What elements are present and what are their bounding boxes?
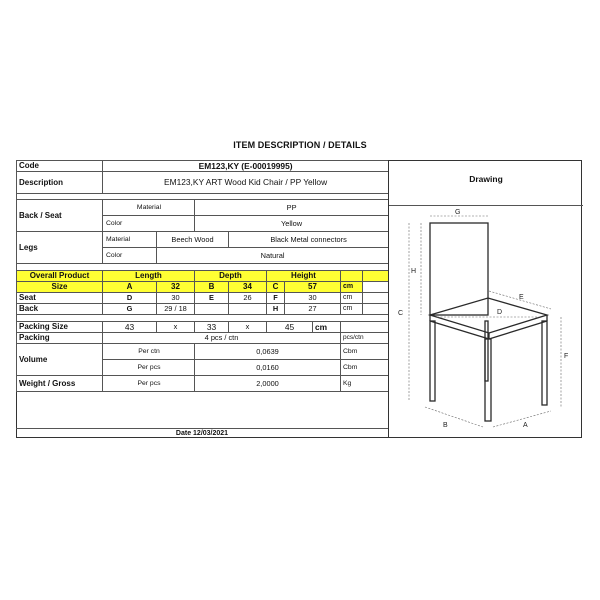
- volume-per-ctn-row: [17, 344, 389, 360]
- c-letter: C: [267, 282, 285, 293]
- depth-header: Depth: [195, 271, 267, 282]
- legs-material-value-2: Black Metal connectors: [229, 232, 389, 248]
- volume-label: Volume: [17, 344, 103, 376]
- seat-label: Seat: [17, 293, 103, 304]
- legs-color-value: Natural: [157, 248, 389, 264]
- leg-left: [430, 321, 435, 401]
- description-value: EM123,KY ART Wood Kid Chair / PP Yellow: [103, 172, 389, 194]
- seat-unit: cm: [341, 293, 363, 304]
- dim-label-g: G: [455, 209, 461, 216]
- dim-label-e: E: [519, 294, 524, 301]
- packing-label: Packing: [17, 333, 103, 344]
- packing-height: 45: [267, 322, 313, 333]
- weight-unit: Kg: [341, 376, 389, 392]
- dim-label-f: F: [564, 353, 569, 360]
- back-seat-color-label: Color: [103, 216, 195, 232]
- page-title: ITEM DESCRIPTION / DETAILS: [233, 140, 367, 150]
- dim-label-b: B: [443, 422, 448, 429]
- description-row: [17, 172, 389, 194]
- a-letter: A: [103, 282, 157, 293]
- d-letter: D: [103, 293, 157, 304]
- b-value: 34: [229, 282, 267, 293]
- legs-material-row: [17, 232, 389, 248]
- packing-length: 43: [103, 322, 157, 333]
- dim-label-c: C: [398, 310, 404, 317]
- volume-per-pcs-unit: Cbm: [341, 360, 389, 376]
- packing-size-unit: cm: [313, 322, 341, 333]
- dim-label-d: D: [497, 309, 503, 316]
- back-seat-material-value: PP: [195, 200, 389, 216]
- f-value: 30: [285, 293, 341, 304]
- size-unit: cm: [341, 282, 363, 293]
- leg-back: [485, 321, 488, 381]
- size-label: Size: [17, 282, 103, 293]
- volume-per-pcs-value: 0,0160: [195, 360, 341, 376]
- back-seat-material-label: Material: [103, 200, 195, 216]
- packing-x-1: x: [157, 322, 195, 333]
- overall-size-header-row: [17, 271, 389, 282]
- date-footer: Date 12/03/2021: [16, 428, 388, 439]
- description-label: Description: [17, 172, 103, 194]
- volume-per-ctn-label: Per ctn: [103, 344, 195, 360]
- packing-width: 33: [195, 322, 229, 333]
- e-letter: E: [195, 293, 229, 304]
- h-letter: H: [267, 304, 285, 315]
- back-unit: cm: [341, 304, 363, 315]
- a-value: 32: [157, 282, 195, 293]
- spacer-row: [17, 264, 389, 271]
- leg-right: [542, 321, 547, 405]
- c-value: 57: [285, 282, 341, 293]
- drawing-panel: [388, 160, 582, 438]
- g-value: 29 / 18: [157, 304, 195, 315]
- code-value: EM123,KY (E-00019995): [103, 161, 389, 172]
- code-row: [17, 161, 389, 172]
- packing-row: [17, 333, 389, 344]
- length-header: Length: [103, 271, 195, 282]
- spacer-row: [17, 315, 389, 322]
- dim-label-a: A: [523, 422, 528, 429]
- back-seat-color-value: Yellow: [195, 216, 389, 232]
- chair-drawing: [389, 205, 583, 437]
- weight-value: 2,0000: [195, 376, 341, 392]
- back-seat-material-row: [17, 200, 389, 216]
- packing-unit: pcs/ctn: [341, 333, 389, 344]
- height-header: Height: [267, 271, 341, 282]
- legs-color-label: Color: [103, 248, 157, 264]
- packing-size-row: [17, 322, 389, 333]
- packing-x-2: x: [229, 322, 267, 333]
- packing-size-label: Packing Size: [17, 322, 103, 333]
- weight-label: Weight / Gross: [17, 376, 103, 392]
- back-label: Back: [17, 304, 103, 315]
- overall-size-values-row: [17, 282, 389, 293]
- drawing-title: Drawing: [469, 174, 503, 184]
- volume-per-ctn-value: 0,0639: [195, 344, 341, 360]
- back-row: [17, 304, 389, 315]
- volume-per-ctn-unit: Cbm: [341, 344, 389, 360]
- seat-row: [17, 293, 389, 304]
- b-letter: B: [195, 282, 229, 293]
- dim-label-h: H: [411, 268, 417, 275]
- weight-per-label: Per pcs: [103, 376, 195, 392]
- d-value: 30: [157, 293, 195, 304]
- spec-table: [16, 160, 389, 392]
- h-value: 27: [285, 304, 341, 315]
- g-letter: G: [103, 304, 157, 315]
- overall-product-label: Overall Product: [17, 271, 103, 282]
- f-letter: F: [267, 293, 285, 304]
- back-seat-label: Back / Seat: [17, 200, 103, 232]
- volume-per-pcs-label: Per pcs: [103, 360, 195, 376]
- weight-row: [17, 376, 389, 392]
- e-value: 26: [229, 293, 267, 304]
- legs-material-label: Material: [103, 232, 157, 248]
- code-label: Code: [17, 161, 103, 172]
- legs-label: Legs: [17, 232, 103, 264]
- packing-value: 4 pcs / ctn: [103, 333, 341, 344]
- legs-material-value-1: Beech Wood: [157, 232, 229, 248]
